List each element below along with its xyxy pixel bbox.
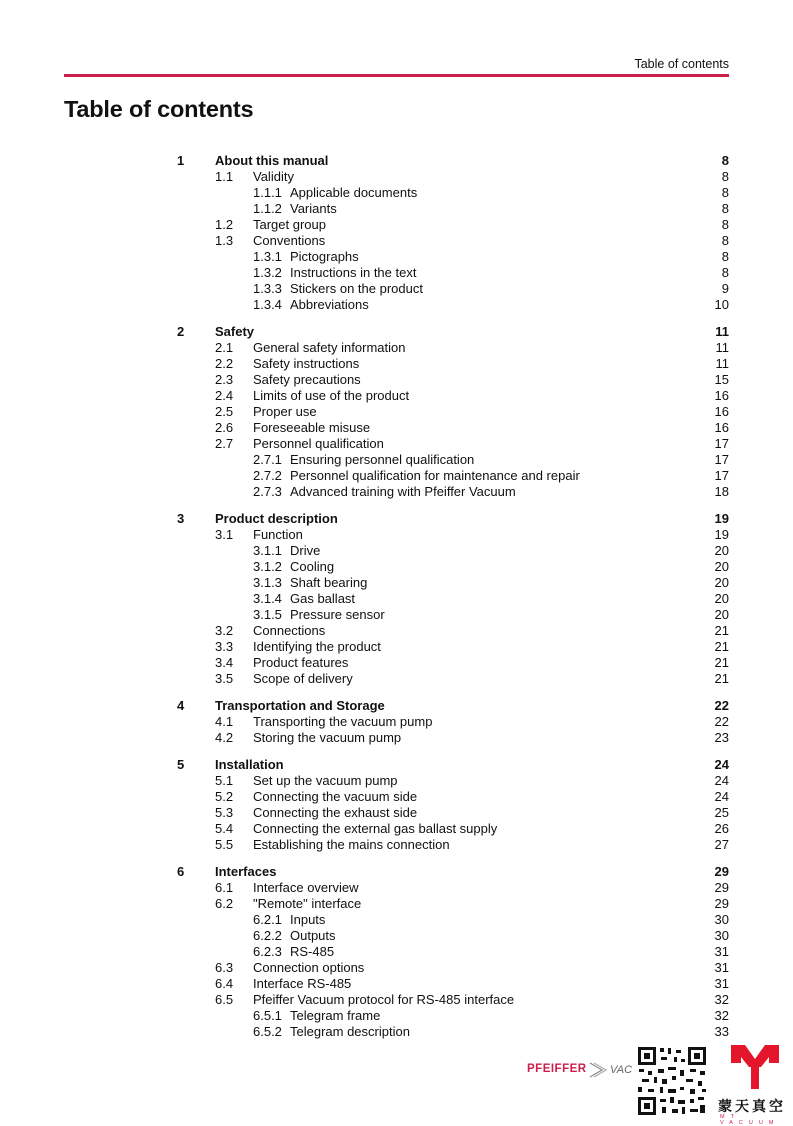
toc-section-entry-number: 3.3 <box>215 639 234 654</box>
toc-section-entry-number: 5.1 <box>215 773 234 788</box>
toc-subsubsection-entry[interactable] <box>177 543 729 559</box>
toc-section-entry-title: Proper use <box>253 404 317 419</box>
toc-subsubsection-entry-number: 3.1.1 <box>253 543 282 558</box>
toc-subsubsection-entry-page: 8 <box>721 265 729 280</box>
toc-chapter-entry-number: 4 <box>177 698 185 713</box>
toc-chapter-entry-number: 1 <box>177 153 185 168</box>
toc-section-entry-title: Connection options <box>253 960 365 975</box>
toc-section-entry-title: Safety precautions <box>253 372 361 387</box>
toc-subsubsection-entry-number: 6.2.3 <box>253 944 282 959</box>
toc-section-entry-number: 6.2 <box>215 896 234 911</box>
toc-chapter <box>177 698 729 746</box>
toc-chapter-entry[interactable] <box>177 511 729 527</box>
toc-section-entry-number: 2.7 <box>215 436 234 451</box>
toc-section-entry-page: 16 <box>714 404 729 419</box>
toc-section-entry-number: 6.5 <box>215 992 234 1007</box>
toc-chapter-entry-title: Installation <box>215 757 284 772</box>
toc-subsubsection-entry-number: 6.5.2 <box>253 1024 282 1039</box>
toc-subsubsection-entry-page: 31 <box>714 944 729 959</box>
toc-section-entry-page: 24 <box>714 773 729 788</box>
toc-section-entry-page: 27 <box>714 837 729 852</box>
toc-section-entry-page: 26 <box>714 821 729 836</box>
toc-section-entry-page: 16 <box>714 420 729 435</box>
pfeiffer-logo: PFEIFFER <box>527 1063 587 1075</box>
toc-section-entry-page: 19 <box>714 527 729 542</box>
toc-section-entry-number: 2.2 <box>215 356 234 371</box>
toc-section-entry-title: Set up the vacuum pump <box>253 773 398 788</box>
toc-section-entry-page: 21 <box>714 639 729 654</box>
toc-subsubsection-entry-title: Personnel qualification for maintenance and repair <box>290 468 580 483</box>
toc-subsubsection-entry-page: 10 <box>714 297 729 312</box>
toc-section-entry-page: 21 <box>714 671 729 686</box>
toc-section-entry-title: Connections <box>253 623 326 638</box>
toc-chapter-entry-page: 8 <box>721 153 729 168</box>
toc-subsubsection-entry-number: 2.7.1 <box>253 452 282 467</box>
toc-section-entry-number: 6.1 <box>215 880 234 895</box>
toc-subsubsection-entry-page: 18 <box>714 484 729 499</box>
mt-vacuum-logo-text: 蒙天真空 <box>718 1099 786 1115</box>
toc-subsubsection-entry-title: Pictographs <box>290 249 359 264</box>
toc-subsubsection-entry-page: 30 <box>714 912 729 927</box>
toc-subsubsection-entry-title: Abbreviations <box>290 297 369 312</box>
toc-subsubsection-entry[interactable] <box>177 607 729 623</box>
toc-section-entry-title: Establishing the mains connection <box>253 837 450 852</box>
toc-section-entry-title: Interface overview <box>253 880 359 895</box>
toc-subsubsection-entry[interactable] <box>177 928 729 944</box>
toc-subsubsection-entry-page: 30 <box>714 928 729 943</box>
toc-section-entry-title: Product features <box>253 655 349 670</box>
toc-section-entry-number: 3.5 <box>215 671 234 686</box>
toc-chapter <box>177 864 729 1040</box>
toc-subsubsection-entry-title: RS-485 <box>290 944 335 959</box>
toc-subsubsection-entry-number: 1.1.2 <box>253 201 282 216</box>
toc-section-entry[interactable] <box>177 773 729 789</box>
toc-chapter-entry-page: 22 <box>714 698 729 713</box>
toc-subsubsection-entry[interactable] <box>177 249 729 265</box>
toc-section-entry-title: Foreseeable misuse <box>253 420 371 435</box>
toc-section-entry-title: Target group <box>253 217 326 232</box>
toc-chapter-entry-number: 5 <box>177 757 185 772</box>
toc-section-entry-number: 1.1 <box>215 169 234 184</box>
toc-section-entry-number: 3.4 <box>215 655 234 670</box>
running-header: Table of contents <box>634 57 729 71</box>
toc-chapter-entry[interactable] <box>177 324 729 340</box>
toc-section-entry-page: 17 <box>714 436 729 451</box>
toc-section-entry[interactable] <box>177 217 729 233</box>
toc-section-entry-title: Identifying the product <box>253 639 381 654</box>
toc-subsubsection-entry-title: Inputs <box>290 912 326 927</box>
toc-section-entry-number: 2.4 <box>215 388 234 403</box>
toc-subsubsection-entry-title: Variants <box>290 201 337 216</box>
toc-subsubsection-entry-number: 1.3.3 <box>253 281 282 296</box>
toc-section-entry-number: 2.6 <box>215 420 234 435</box>
page-title: Table of contents <box>64 96 254 122</box>
toc-subsubsection-entry-page: 9 <box>721 281 729 296</box>
toc-section-entry-number: 2.3 <box>215 372 234 387</box>
toc-subsubsection-entry-number: 2.7.3 <box>253 484 282 499</box>
toc-section-entry[interactable] <box>177 340 729 356</box>
toc-section-entry-title: Interface RS-485 <box>253 976 352 991</box>
toc-section-entry-page: 16 <box>714 388 729 403</box>
toc-section-entry-page: 21 <box>714 655 729 670</box>
toc-section-entry[interactable] <box>177 805 729 821</box>
toc-section-entry-page: 23 <box>714 730 729 745</box>
toc-subsubsection-entry-page: 8 <box>721 185 729 200</box>
toc-subsubsection-entry-title: Drive <box>290 543 321 558</box>
toc-section-entry-title: Conventions <box>253 233 326 248</box>
toc-subsubsection-entry-title: Gas ballast <box>290 591 356 606</box>
toc-section-entry[interactable] <box>177 420 729 436</box>
toc-subsubsection-entry-number: 3.1.2 <box>253 559 282 574</box>
toc-chapter-entry[interactable] <box>177 757 729 773</box>
toc-section-entry-number: 5.5 <box>215 837 234 852</box>
toc-chapter <box>177 153 729 313</box>
toc-section-entry-number: 1.3 <box>215 233 234 248</box>
toc-subsubsection-entry[interactable] <box>177 265 729 281</box>
table-of-contents <box>177 153 729 1051</box>
toc-section-entry-page: 29 <box>714 896 729 911</box>
toc-section-entry-number: 5.2 <box>215 789 234 804</box>
toc-subsubsection-entry[interactable] <box>177 591 729 607</box>
toc-section-entry-number: 6.3 <box>215 960 234 975</box>
toc-subsubsection-entry-number: 1.3.2 <box>253 265 282 280</box>
header-rule <box>64 74 729 77</box>
toc-subsubsection-entry[interactable] <box>177 281 729 297</box>
toc-section-entry-number: 4.1 <box>215 714 234 729</box>
toc-subsubsection-entry-page: 17 <box>714 468 729 483</box>
toc-section-entry-page: 21 <box>714 623 729 638</box>
toc-subsubsection-entry-number: 6.2.2 <box>253 928 282 943</box>
toc-subsubsection-entry-page: 33 <box>714 1024 729 1039</box>
toc-section-entry[interactable] <box>177 356 729 372</box>
toc-section-entry-number: 3.1 <box>215 527 234 542</box>
toc-chapter-entry[interactable] <box>177 864 729 880</box>
toc-subsubsection-entry[interactable] <box>177 297 729 313</box>
toc-subsubsection-entry-title: Shaft bearing <box>290 575 368 590</box>
toc-section-entry-title: Function <box>253 527 303 542</box>
toc-section-entry-title: Connecting the exhaust side <box>253 805 418 820</box>
toc-section-entry[interactable] <box>177 655 729 671</box>
toc-section-entry-title: Safety instructions <box>253 356 360 371</box>
toc-section-entry[interactable] <box>177 714 729 730</box>
toc-section-entry[interactable] <box>177 372 729 388</box>
toc-section-entry[interactable] <box>177 436 729 452</box>
toc-section-entry-page: 31 <box>714 960 729 975</box>
toc-subsubsection-entry-number: 3.1.4 <box>253 591 282 606</box>
toc-section-entry-page: 8 <box>721 217 729 232</box>
toc-subsubsection-entry-page: 20 <box>714 575 729 590</box>
toc-section-entry-number: 4.2 <box>215 730 234 745</box>
toc-chapter-entry-title: Product description <box>215 511 338 526</box>
toc-chapter <box>177 324 729 500</box>
toc-subsubsection-entry-title: Instructions in the text <box>290 265 417 280</box>
toc-section-entry-title: Personnel qualification <box>253 436 384 451</box>
toc-chapter-entry-title: About this manual <box>215 153 329 168</box>
toc-section-entry-title: Scope of delivery <box>253 671 353 686</box>
toc-subsubsection-entry-title: Outputs <box>290 928 336 943</box>
toc-section-entry-title: "Remote" interface <box>253 896 362 911</box>
toc-section-entry-page: 8 <box>721 233 729 248</box>
toc-subsubsection-entry-page: 20 <box>714 559 729 574</box>
toc-section-entry[interactable] <box>177 789 729 805</box>
toc-subsubsection-entry[interactable] <box>177 452 729 468</box>
toc-subsubsection-entry-title: Advanced training with Pfeiffer Vacuum <box>290 484 516 499</box>
toc-section-entry-page: 32 <box>714 992 729 1007</box>
toc-chapter <box>177 757 729 853</box>
toc-subsubsection-entry-page: 8 <box>721 201 729 216</box>
pfeiffer-logo-suffix: VAC <box>610 1064 633 1076</box>
toc-subsubsection-entry[interactable] <box>177 575 729 591</box>
toc-chapter-entry-number: 2 <box>177 324 185 339</box>
toc-subsubsection-entry[interactable] <box>177 484 729 500</box>
toc-chapter-entry-number: 3 <box>177 511 185 526</box>
toc-chapter-entry-page: 29 <box>714 864 729 879</box>
toc-subsubsection-entry[interactable] <box>177 944 729 960</box>
toc-chapter-entry-page: 11 <box>715 324 729 339</box>
toc-section-entry-number: 2.5 <box>215 404 234 419</box>
toc-subsubsection-entry[interactable] <box>177 559 729 575</box>
toc-section-entry[interactable] <box>177 623 729 639</box>
toc-subsubsection-entry-page: 20 <box>714 607 729 622</box>
toc-section-entry[interactable] <box>177 837 729 853</box>
toc-chapter-entry-title: Interfaces <box>215 864 277 879</box>
toc-chapter <box>177 511 729 687</box>
toc-subsubsection-entry-title: Telegram description <box>290 1024 410 1039</box>
toc-section-entry-page: 31 <box>714 976 729 991</box>
toc-section-entry-page: 11 <box>715 340 729 355</box>
toc-subsubsection-entry-title: Cooling <box>290 559 335 574</box>
toc-section-entry-number: 6.4 <box>215 976 234 991</box>
toc-subsubsection-entry[interactable] <box>177 1008 729 1024</box>
toc-chapter-entry[interactable] <box>177 153 729 169</box>
toc-section-entry[interactable] <box>177 527 729 543</box>
toc-subsubsection-entry-title: Ensuring personnel qualification <box>290 452 475 467</box>
toc-subsubsection-entry[interactable] <box>177 912 729 928</box>
toc-chapter-entry-title: Safety <box>215 324 255 339</box>
toc-section-entry-title: Storing the vacuum pump <box>253 730 402 745</box>
toc-subsubsection-entry-number: 3.1.3 <box>253 575 282 590</box>
toc-section-entry-page: 22 <box>714 714 729 729</box>
toc-subsubsection-entry-page: 8 <box>721 249 729 264</box>
toc-subsubsection-entry-number: 6.2.1 <box>253 912 282 927</box>
pfeiffer-arrow-icon <box>588 1059 610 1081</box>
toc-subsubsection-entry-page: 17 <box>714 452 729 467</box>
toc-subsubsection-entry-page: 20 <box>714 543 729 558</box>
mt-vacuum-logo-icon <box>731 1045 779 1089</box>
toc-section-entry[interactable] <box>177 976 729 992</box>
toc-chapter-entry[interactable] <box>177 698 729 714</box>
toc-section-entry-page: 29 <box>714 880 729 895</box>
toc-chapter-entry-page: 24 <box>714 757 729 772</box>
toc-section-entry[interactable] <box>177 896 729 912</box>
toc-chapter-entry-number: 6 <box>177 864 185 879</box>
toc-section-entry-page: 24 <box>714 789 729 804</box>
toc-section-entry-page: 8 <box>721 169 729 184</box>
toc-subsubsection-entry-number: 1.3.4 <box>253 297 282 312</box>
toc-chapter-entry-page: 19 <box>714 511 729 526</box>
toc-subsubsection-entry-number: 6.5.1 <box>253 1008 282 1023</box>
mt-vacuum-logo-subtitle: MT VACUUM <box>720 1114 780 1126</box>
toc-section-entry-number: 1.2 <box>215 217 234 232</box>
toc-section-entry[interactable] <box>177 821 729 837</box>
toc-section-entry-number: 5.4 <box>215 821 234 836</box>
toc-section-entry-page: 15 <box>714 372 729 387</box>
toc-section-entry-page: 25 <box>714 805 729 820</box>
toc-section-entry[interactable] <box>177 730 729 746</box>
toc-chapter-entry-title: Transportation and Storage <box>215 698 385 713</box>
toc-subsubsection-entry-title: Telegram frame <box>290 1008 381 1023</box>
toc-section-entry[interactable] <box>177 233 729 249</box>
toc-section-entry-title: Connecting the vacuum side <box>253 789 418 804</box>
toc-subsubsection-entry-title: Pressure sensor <box>290 607 385 622</box>
toc-subsubsection-entry-title: Applicable documents <box>290 185 418 200</box>
toc-section-entry-number: 5.3 <box>215 805 234 820</box>
toc-section-entry[interactable] <box>177 388 729 404</box>
toc-subsubsection-entry-page: 20 <box>714 591 729 606</box>
toc-section-entry-title: Transporting the vacuum pump <box>253 714 433 729</box>
toc-section-entry-number: 3.2 <box>215 623 234 638</box>
toc-section-entry[interactable] <box>177 992 729 1008</box>
toc-section-entry-page: 11 <box>715 356 729 371</box>
toc-subsubsection-entry[interactable] <box>177 185 729 201</box>
toc-subsubsection-entry[interactable] <box>177 1024 729 1040</box>
toc-section-entry[interactable] <box>177 404 729 420</box>
toc-section-entry-title: Limits of use of the product <box>253 388 410 403</box>
qr-code-icon <box>636 1045 708 1117</box>
toc-subsubsection-entry-number: 2.7.2 <box>253 468 282 483</box>
toc-section-entry-title: Validity <box>253 169 294 184</box>
toc-subsubsection-entry-number: 1.1.1 <box>253 185 282 200</box>
toc-subsubsection-entry-page: 32 <box>714 1008 729 1023</box>
toc-section-entry-title: General safety information <box>253 340 406 355</box>
toc-subsubsection-entry[interactable] <box>177 201 729 217</box>
toc-section-entry-title: Pfeiffer Vacuum protocol for RS-485 interface <box>253 992 515 1007</box>
toc-section-entry[interactable] <box>177 169 729 185</box>
toc-subsubsection-entry[interactable] <box>177 468 729 484</box>
toc-section-entry[interactable] <box>177 960 729 976</box>
toc-section-entry-number: 2.1 <box>215 340 234 355</box>
toc-section-entry-title: Connecting the external gas ballast supply <box>253 821 498 836</box>
toc-section-entry[interactable] <box>177 639 729 655</box>
toc-subsubsection-entry-number: 3.1.5 <box>253 607 282 622</box>
toc-section-entry[interactable] <box>177 671 729 687</box>
toc-section-entry[interactable] <box>177 880 729 896</box>
toc-subsubsection-entry-number: 1.3.1 <box>253 249 282 264</box>
toc-subsubsection-entry-title: Stickers on the product <box>290 281 423 296</box>
